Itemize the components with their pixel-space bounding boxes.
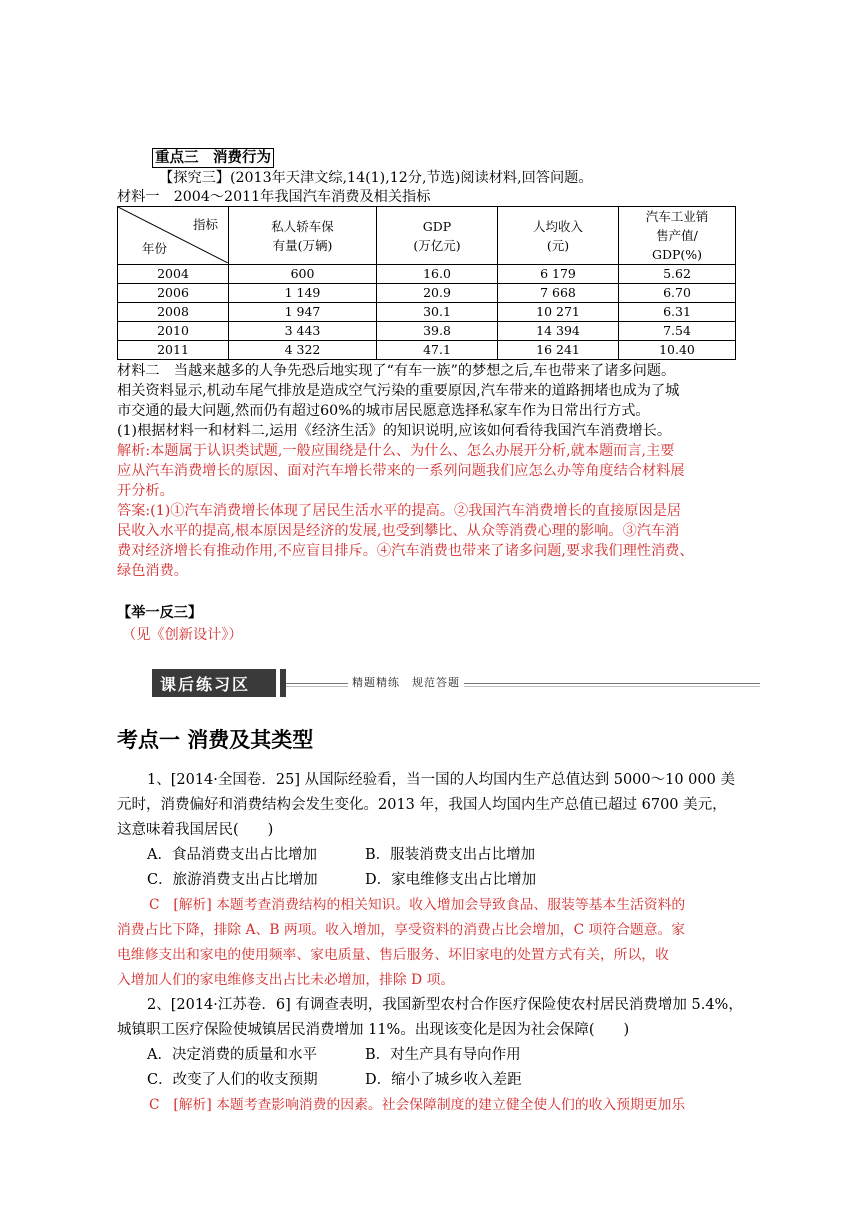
table-cell: 3 443 bbox=[229, 322, 377, 341]
table-cell: 6 179 bbox=[498, 265, 619, 284]
question-1-analysis: C [解析] 本题考查消费结构的相关知识。收入增加会导致食品、服装等基本生活资料的 bbox=[149, 897, 686, 913]
material2-line: 相关资料显示,机动车尾气排放是造成空气污染的重要原因,汽车带来的道路拥堵也成为了城 bbox=[117, 383, 680, 399]
corner-bottom-label: 年份 bbox=[142, 241, 168, 256]
question-1-analysis: 入增加人们的家电维修支出占比未必增加，排除 D 项。 bbox=[117, 972, 455, 988]
option-c: C．改变了人们的收支预期 bbox=[147, 1072, 318, 1088]
banner-title-box bbox=[152, 669, 276, 697]
table-cell: 2008 bbox=[118, 303, 229, 322]
table-row bbox=[118, 341, 736, 360]
option-c: C．旅游消费支出占比增加 bbox=[147, 872, 318, 888]
practice-banner bbox=[152, 669, 760, 699]
table-cell: 600 bbox=[229, 265, 377, 284]
explore-text: (2013年天津文综,14(1),12分,节选)阅读材料,回答问题。 bbox=[229, 170, 593, 186]
table-cell: 2010 bbox=[118, 322, 229, 341]
option-a: A．决定消费的质量和水平 bbox=[147, 1047, 317, 1063]
table-row bbox=[118, 265, 736, 284]
table-cell: 47.1 bbox=[377, 341, 498, 360]
section-title: 考点一 消费及其类型 bbox=[117, 728, 314, 752]
table-cell: 16.0 bbox=[377, 265, 498, 284]
explore-label: 【探究三】 bbox=[159, 170, 230, 186]
table-cell: 30.1 bbox=[377, 303, 498, 322]
answer-line: 民收入水平的提高,根本原因是经济的发展,也受到攀比、从众等消费心理的影响。③汽车消 bbox=[117, 523, 680, 539]
option-d: D．家电维修支出占比增加 bbox=[365, 872, 537, 888]
option-a: A．食品消费支出占比增加 bbox=[147, 847, 317, 863]
material2-line: 材料二 当越来越多的人争先恐后地实现了“有车一族”的梦想之后,车也带来了诸多问题。 bbox=[117, 363, 676, 379]
analysis-line: 应从汽车消费增长的原因、面对汽车增长带来的一系列问题我们应怎么办等角度结合材料展 bbox=[117, 463, 685, 479]
analysis-line: 解析:本题属于认识类试题,一般应围绕是什么、为什么、怎么办展开分析,就本题而言,主要 bbox=[117, 443, 675, 459]
option-b: B．服装消费支出占比增加 bbox=[365, 847, 536, 863]
focus-heading: 重点三 消费行为 bbox=[152, 148, 274, 168]
table-cell: 1 149 bbox=[229, 284, 377, 303]
answer-line: 绿色消费。 bbox=[117, 563, 188, 579]
table-cell: 4 322 bbox=[229, 341, 377, 360]
header-line: 有量(万辆) bbox=[272, 237, 333, 253]
car-consumption-table bbox=[117, 206, 736, 360]
table-cell: 10.40 bbox=[619, 341, 736, 360]
question-1-line: 这意味着我国居民( ) bbox=[117, 822, 274, 838]
question-1-analysis: 消费占比下降，排除 A、B 两项。收入增加，享受资料的消费占比会增加，C 项符合题意。家 bbox=[117, 922, 686, 938]
banner-subtitle: 精题精练 规范答题 bbox=[348, 674, 464, 690]
option-b: B．对生产具有导向作用 bbox=[365, 1047, 521, 1063]
extend-label: 【举一反三】 bbox=[117, 605, 203, 621]
table-cell: 5.62 bbox=[619, 265, 736, 284]
table-cell: 2004 bbox=[118, 265, 229, 284]
table-row bbox=[118, 284, 736, 303]
table-row bbox=[118, 303, 736, 322]
table-cell: 20.9 bbox=[377, 284, 498, 303]
explore-line bbox=[159, 168, 593, 188]
table-cell: 6.31 bbox=[619, 303, 736, 322]
header-line: GDP(%) bbox=[651, 247, 703, 262]
corner-top-label: 指标 bbox=[192, 217, 218, 232]
table-cell: 2006 bbox=[118, 284, 229, 303]
header-line: (元) bbox=[546, 237, 570, 253]
option-d: D．缩小了城乡收入差距 bbox=[365, 1072, 522, 1088]
analysis-line: 开分析。 bbox=[117, 483, 174, 499]
table-cell: 39.8 bbox=[377, 322, 498, 341]
header-line: 私人轿车保 bbox=[271, 218, 334, 234]
header-income bbox=[498, 207, 619, 265]
table-cell: 10 271 bbox=[498, 303, 619, 322]
header-line: (万亿元) bbox=[413, 237, 461, 253]
question-1-line: 1、[2014·全国卷．25] 从国际经验看，当一国的人均国内生产总值达到 5000～10 000 美 bbox=[147, 772, 735, 788]
question-2-analysis: C [解析] 本题考查影响消费的因素。社会保障制度的建立健全使人们的收入预期更加乐 bbox=[149, 1097, 686, 1113]
table-cell: 7.54 bbox=[619, 322, 736, 341]
question-line: (1)根据材料一和材料二,运用《经济生活》的知识说明,应该如何看待我国汽车消费增长。 bbox=[117, 423, 672, 439]
table-cell: 2011 bbox=[118, 341, 229, 360]
table-row bbox=[118, 322, 736, 341]
material1-title: 材料一 2004～2011年我国汽车消费及相关指标 bbox=[117, 189, 431, 205]
header-line: 售产值/ bbox=[656, 228, 698, 243]
table-cell: 16 241 bbox=[498, 341, 619, 360]
table-cell: 1 947 bbox=[229, 303, 377, 322]
answer-line: 答案:(1)①汽车消费增长体现了居民生活水平的提高。②我国汽车消费增长的直接原因是居 bbox=[117, 503, 682, 519]
banner-title: 课后练习区 bbox=[160, 675, 251, 694]
answer-line: 费对经济增长有推动作用,不应盲目排斥。④汽车消费也带来了诸多问题,要求我们理性消费、 bbox=[117, 543, 694, 559]
table-header-row bbox=[118, 207, 736, 265]
question-2-line: 2、[2014·江苏卷．6] 有调查表明，我国新型农村合作医疗保险使农村居民消费增加 5.4%， bbox=[147, 997, 743, 1013]
header-line: 人均收入 bbox=[532, 218, 583, 234]
table-cell: 6.70 bbox=[619, 284, 736, 303]
header-private-cars bbox=[229, 207, 377, 265]
header-gdp bbox=[377, 207, 498, 265]
header-line: GDP bbox=[422, 218, 452, 234]
header-line: 汽车工业销 bbox=[645, 209, 709, 224]
table-corner-cell bbox=[118, 207, 229, 265]
extend-note: （见《创新设计》） bbox=[122, 627, 243, 643]
table-cell: 14 394 bbox=[498, 322, 619, 341]
question-1-analysis: 电维修支出和家电的使用频率、家电质量、售后服务、坏旧家电的处置方式有关，所以，收 bbox=[117, 947, 669, 963]
material2-line: 市交通的最大问题,然而仍有超过60%的城市居民愿意选择私家车作为日常出行方式。 bbox=[117, 403, 650, 419]
header-auto-output bbox=[619, 207, 736, 265]
table-cell: 7 668 bbox=[498, 284, 619, 303]
question-2-line: 城镇职工医疗保险使城镇居民消费增加 11%。出现该变化是因为社会保障( ) bbox=[117, 1022, 630, 1038]
question-1-line: 元时，消费偏好和消费结构会发生变化。2013 年，我国人均国内生产总值已超过 6700 美元， bbox=[117, 797, 727, 813]
